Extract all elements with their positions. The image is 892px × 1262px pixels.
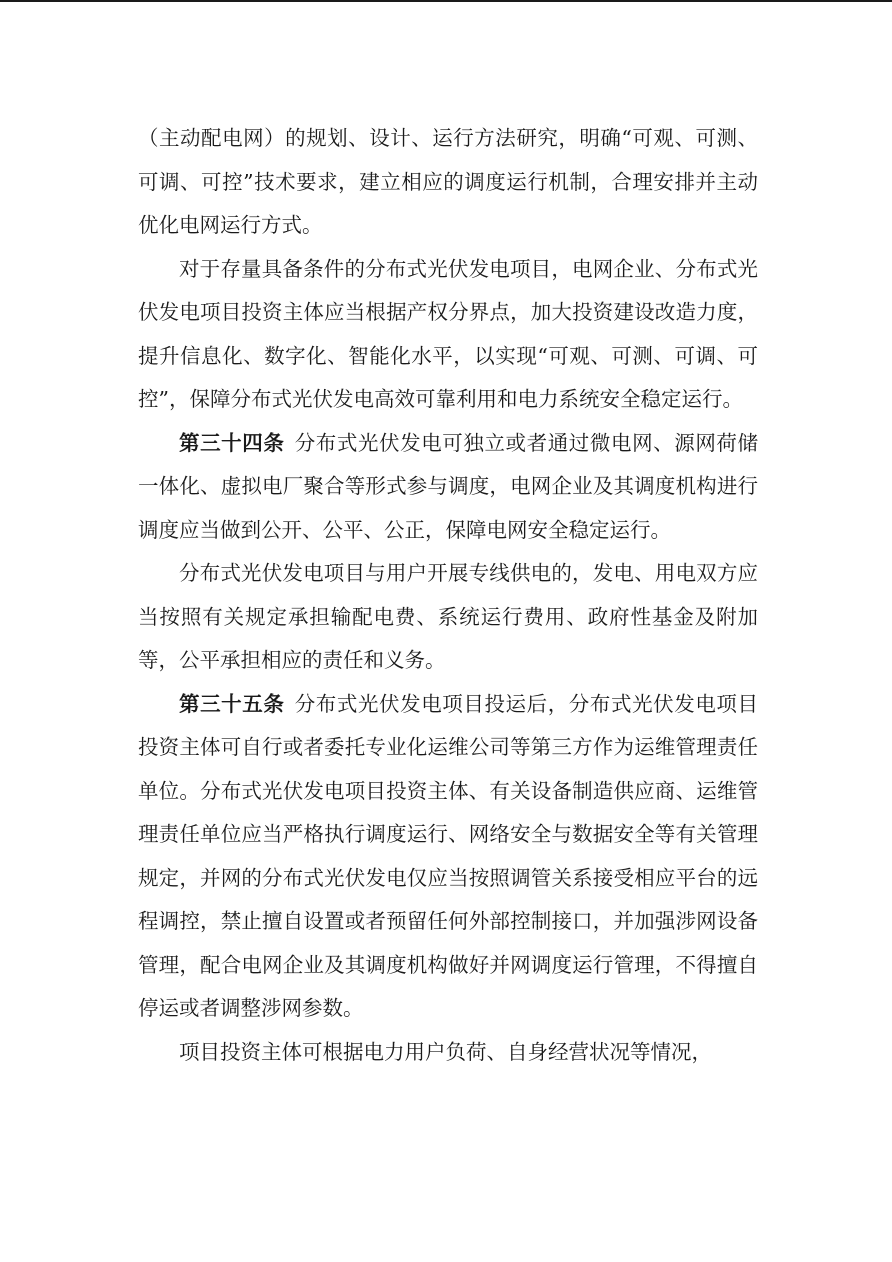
top-border-line — [0, 0, 892, 2]
paragraph-text: 分布式光伏发电可独立或者通过微电网、源网荷储一体化、虚拟电厂聚合等形式参与调度，电网企业及其调度机构进行调度应当做到公开、公平、公正，保障电网安全稳定运行。 — [138, 430, 759, 542]
document-page — [138, 117, 758, 1074]
paragraph-text: 分布式光伏发电项目与用户开展专线供电的，发电、用电双方应当按照有关规定承担输配电费、系统运行费用、政府性基金及附加等，公平承担相应的责任和义务。 — [138, 561, 758, 672]
article-35 — [138, 683, 758, 1031]
paragraph-text: 分布式光伏发电项目投运后，分布式光伏发电项目投资主体可自行或者委托专业化运维公司等第三方作为运维管理责任单位。分布式光伏发电项目投资主体、有关设备制造供应商、运维管理责任单位应当严格执行调度运行、网络安全与数据安全等有关管理规定，并网的分布式光伏发电仅应当按照调管关系接受相应平台的远程调控，禁止擅自设置或者预留任何外部控制接口，并加强涉网设备管理，配合电网企业及其调度机构做好并网调度运行管理，不得擅自停运或者调整涉网参数。 — [138, 691, 759, 1020]
paragraph-investor-options — [138, 1031, 758, 1075]
paragraph-text: 项目投资主体可根据电力用户负荷、自身经营状况等情况， — [179, 1039, 712, 1064]
article-number: 第三十五条 — [179, 691, 285, 716]
article-34 — [138, 422, 758, 553]
paragraph-existing-projects — [138, 248, 758, 422]
paragraph-text: （主动配电网）的规划、设计、运行方法研究，明确“可观、可测、可调、可控”技术要求，建立相应的调度运行机制，合理安排并主动优化电网运行方式。 — [138, 126, 758, 237]
article-number: 第三十四条 — [179, 430, 285, 455]
paragraph-text: 对于存量具备条件的分布式光伏发电项目，电网企业、分布式光伏发电项目投资主体应当根据产权分界点，加大投资建设改造力度，提升信息化、数字化、智能化水平，以实现“可观、可测、可调、可控”，保障分布式光伏发电高效可靠利用和电力系统安全稳定运行。 — [138, 256, 758, 411]
paragraph-dedicated-line — [138, 552, 758, 683]
paragraph-continuation — [138, 117, 758, 248]
